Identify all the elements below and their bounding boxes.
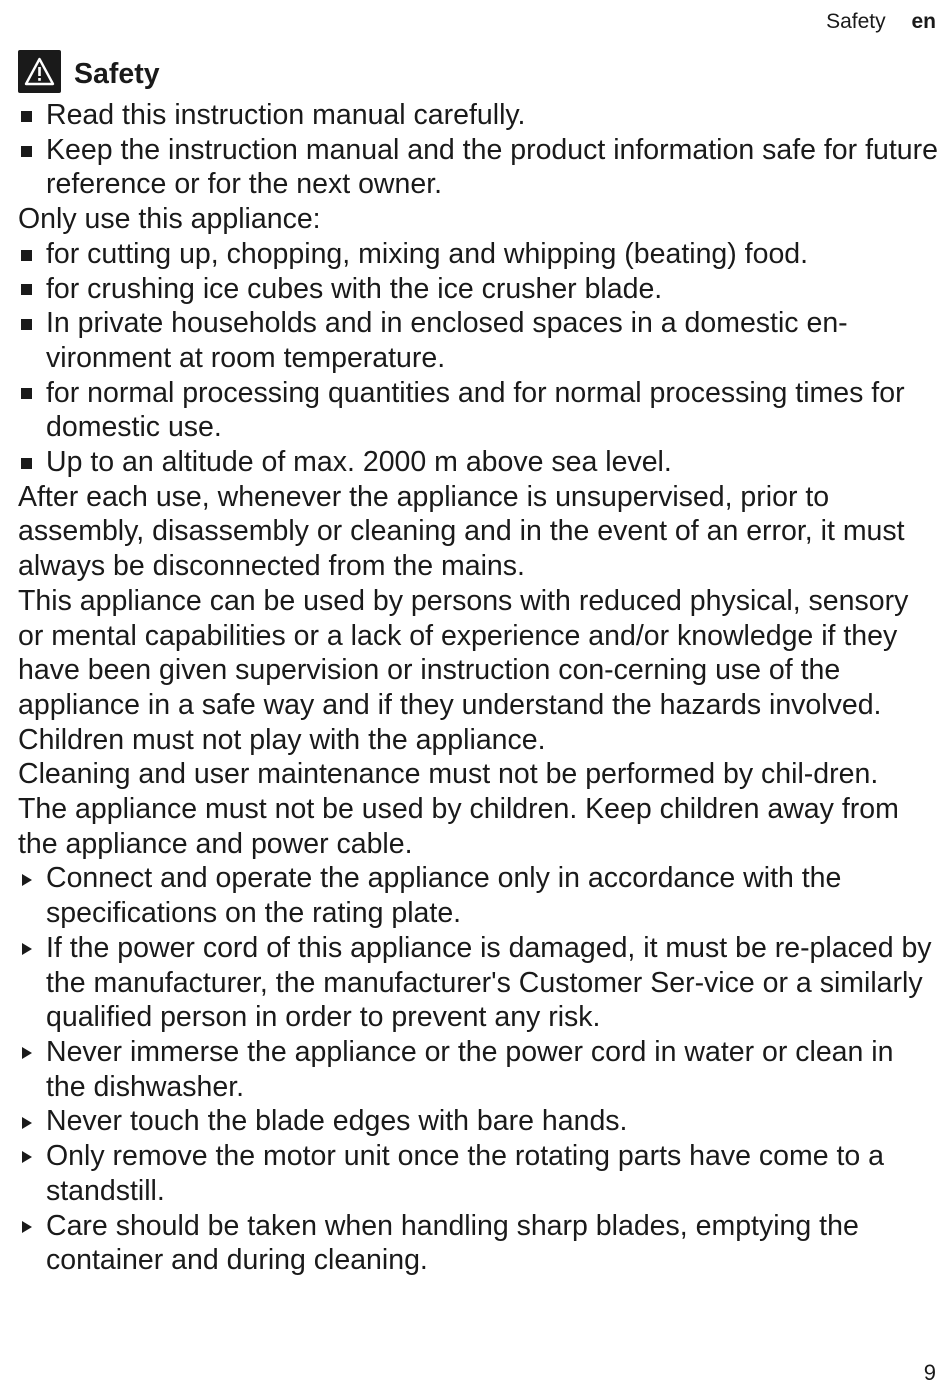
- running-head-language: en: [911, 10, 936, 33]
- warning-triangle-icon: [18, 50, 61, 93]
- triangle-action-icon: [22, 1047, 32, 1059]
- list-item: [18, 272, 940, 307]
- section-heading: [18, 48, 940, 94]
- triangle-action-icon: [22, 943, 32, 955]
- square-bullet-icon: [21, 146, 32, 157]
- list-item: [18, 98, 940, 133]
- action-item: [18, 1104, 940, 1139]
- paragraph: This appliance can be used by persons with reduced physical, sensory or mental capabilities or a lack of experience and/or knowledge if they have been given supervision or instruction con-cerning use of the appliance in a safe way and if they understand the hazards involved.: [18, 584, 909, 721]
- paragraph: Children must not play with the appliance.: [18, 723, 546, 756]
- paragraph: After each use, whenever the appliance is unsupervised, prior to assembly, disassembly or cleaning and in the event of an error, it must always be disconnected from the mains.: [18, 480, 905, 583]
- square-bullet-icon: [21, 250, 32, 261]
- action-item-text: If the power cord of this appliance is damaged, it must be re-placed by the manufacturer, the manufacturer's Customer Ser-vice or a similarly qualified person in order to prevent any risk.: [46, 931, 932, 1034]
- list-item: [18, 237, 940, 272]
- list-item: [18, 133, 940, 202]
- action-item-text: Never touch the blade edges with bare hands.: [46, 1105, 628, 1138]
- running-head-section: Safety: [826, 10, 886, 33]
- action-item: [18, 1035, 940, 1104]
- triangle-action-icon: [22, 874, 32, 886]
- list-item-text: In private households and in enclosed spaces in a domestic en-vironment at room temperature.: [46, 307, 848, 374]
- action-item: [18, 1209, 940, 1278]
- running-head: [826, 9, 936, 35]
- paragraph: Cleaning and user maintenance must not be performed by chil-dren.: [18, 758, 879, 791]
- square-bullet-icon: [21, 388, 32, 399]
- use-intro: Only use this appliance:: [18, 203, 321, 236]
- safety-section: [18, 48, 940, 1278]
- action-item-text: Never immerse the appliance or the power cord in water or clean in the dishwasher.: [46, 1035, 894, 1103]
- page-title: Safety: [74, 58, 160, 90]
- action-item-text: Only remove the motor unit once the rotating parts have come to a standstill.: [46, 1140, 885, 1207]
- triangle-action-icon: [22, 1117, 32, 1129]
- list-item: [18, 376, 940, 445]
- triangle-action-icon: [22, 1151, 32, 1163]
- paragraph: The appliance must not be used by children. Keep children away from the appliance and power cable.: [18, 793, 899, 860]
- action-item: [18, 861, 940, 930]
- square-bullet-icon: [21, 284, 32, 295]
- list-item-text: for normal processing quantities and for normal processing times for domestic use.: [46, 376, 905, 444]
- action-item-text: Connect and operate the appliance only in accordance with the specifications on the rating plate.: [46, 862, 842, 930]
- action-item: [18, 1139, 940, 1208]
- list-item-text: Keep the instruction manual and the product information safe for future reference or for the next owner.: [46, 133, 938, 201]
- list-item: [18, 445, 940, 480]
- square-bullet-icon: [21, 458, 32, 469]
- list-item-text: for crushing ice cubes with the ice crusher blade.: [46, 272, 663, 305]
- action-item: [18, 931, 940, 1035]
- list-item-text: for cutting up, chopping, mixing and whipping (beating) food.: [46, 237, 809, 270]
- action-item-text: Care should be taken when handling sharp blades, emptying the container and during cleaning.: [46, 1209, 859, 1277]
- page-number: 9: [923, 1360, 936, 1385]
- triangle-action-icon: [22, 1221, 32, 1233]
- square-bullet-icon: [21, 111, 32, 122]
- square-bullet-icon: [21, 319, 32, 330]
- list-item-text: Read this instruction manual carefully.: [46, 99, 526, 131]
- list-item: [18, 306, 940, 375]
- list-item-text: Up to an altitude of max. 2000 m above sea level.: [46, 446, 672, 479]
